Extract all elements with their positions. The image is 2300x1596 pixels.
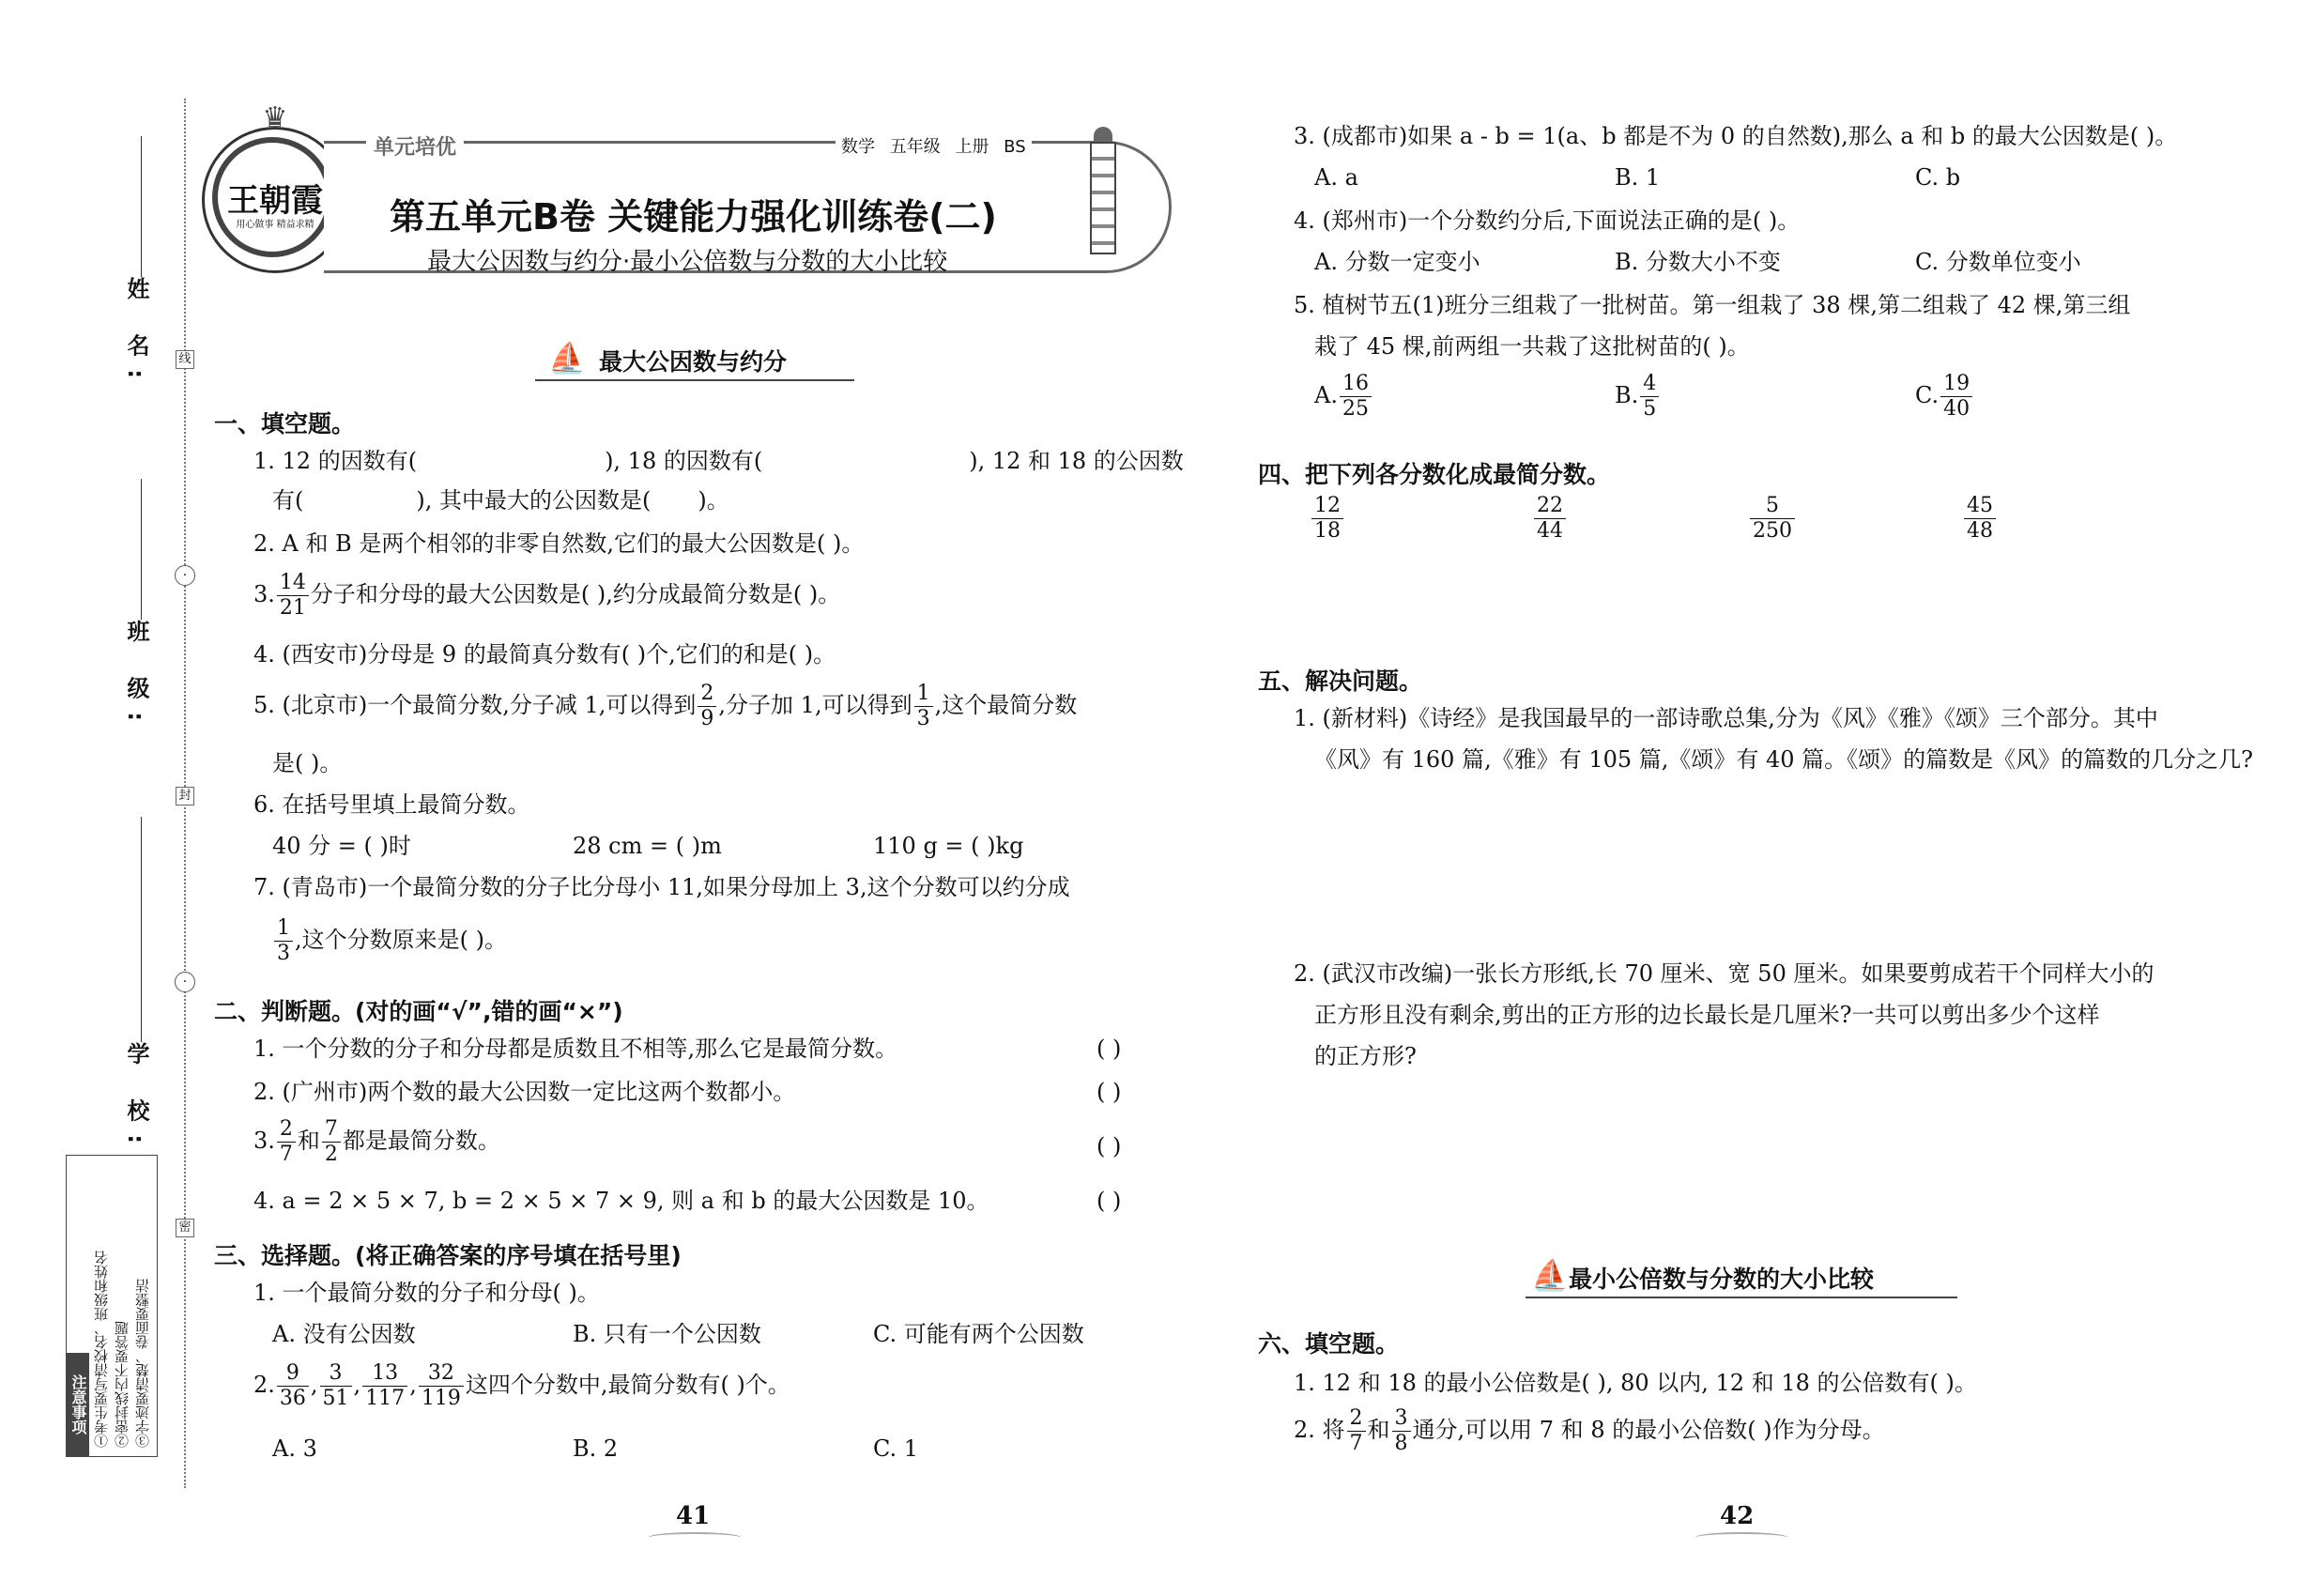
fraction: $\frac{3}{8}$: [1392, 1408, 1411, 1454]
choice-question-5-line-1: 5. 植树节五(1)班分三组栽了一批树苗。第一组栽了 38 棵,第二组栽了 42 棵,第三组: [1294, 292, 2131, 318]
sailboat-icon: ⛵: [1531, 1257, 1569, 1293]
note-item: ③字迹要清楚、卷面要整洁: [134, 1279, 151, 1448]
choice-option[interactable]: B. 只有一个公因数: [573, 1321, 761, 1347]
choice-option[interactable]: C. b: [1915, 164, 1961, 191]
page-subtitle: 最大公因数与约分·最小公倍数与分数的大小比较: [427, 248, 948, 276]
problem-2-line-3: 的正方形?: [1314, 1043, 1417, 1069]
simplify-fraction: $\frac{5}{250}$: [1748, 496, 1797, 542]
tf-answer-2[interactable]: ( ): [1096, 1079, 1122, 1105]
binding-hole-icon: ·: [175, 565, 195, 586]
question-7-line-1: 7. (青岛市)一个最简分数的分子比分母小 11,如果分母加上 3,这个分数可以约分成: [253, 874, 1070, 900]
choice-option[interactable]: B. 2: [573, 1435, 619, 1462]
choice-question-5-line-2: 栽了 45 棵,前两组一共栽了这批树苗的( )。: [1314, 333, 1750, 360]
question-6: 6. 在括号里填上最简分数。: [253, 791, 530, 818]
tf-question-3: 3. $\frac{2}{7}$ 和 $\frac{7}{2}$ 都是最简分数。: [253, 1117, 500, 1166]
choice-option[interactable]: B. 1: [1615, 164, 1661, 191]
choice-option[interactable]: B. $\frac{4}{5}$: [1615, 374, 1661, 420]
simplify-fraction: $\frac{12}{18}$: [1310, 496, 1345, 542]
fraction: $\frac{1}{3}$: [914, 683, 933, 729]
question-2: 2. A 和 B 是两个相邻的非零自然数,它们的最大公因数是( )。: [253, 530, 865, 557]
question-7-line-2: $\frac{1}{3}$ ,这个分数原来是( )。: [272, 918, 507, 964]
school-label: 学 校:: [123, 1042, 149, 1157]
fraction: $\frac{2}{7}$: [1347, 1408, 1366, 1454]
binding-hole-icon: ·: [175, 972, 195, 992]
choice-option[interactable]: A. a: [1314, 164, 1358, 191]
fraction: $\frac{3}{51}$: [320, 1363, 352, 1409]
fill-question-1: 1. 12 和 18 的最小公倍数是( ), 80 以内, 12 和 18 的公倍数有( )。: [1294, 1370, 1977, 1396]
question-6b: 28 cm = ( )m: [573, 833, 722, 859]
name-label: 姓 名:: [123, 277, 149, 391]
choice-question-2: 2. $\frac{9}{36}$ , $\frac{3}{51}$ , $\frac{13}{117}$ , $\frac{32}{119}$ 这四个分数中,最简分数有( )个。: [253, 1361, 790, 1410]
seal-mark-seal: 封: [176, 787, 194, 806]
tf-answer-3[interactable]: ( ): [1096, 1133, 1122, 1159]
fraction: $\frac{2}{9}$: [698, 683, 716, 729]
brand-tagline: 用心做事 精益求精: [236, 220, 314, 230]
fill-blank-heading-2: 六、填空题。: [1258, 1330, 1400, 1358]
choice-question-4: 4. (郑州市)一个分数约分后,下面说法正确的是( )。: [1294, 207, 1801, 234]
question-6c: 110 g = ( )kg: [873, 833, 1024, 859]
choice-option[interactable]: C. 分数单位变小: [1915, 249, 2081, 275]
brand-name: 王朝霞: [227, 182, 323, 220]
series-label: 单元培优: [366, 131, 464, 161]
fill-question-2: 2. 将 $\frac{2}{7}$ 和 $\frac{3}{8}$ 通分,可以用 7 和 8 的最小公倍数( )作为分母。: [1294, 1406, 1885, 1455]
choice-heading: 三、选择题。(将正确答案的序号填在括号里): [214, 1242, 682, 1269]
brand-crown-icon: ♛: [262, 101, 288, 134]
choice-option[interactable]: C. 1: [873, 1435, 919, 1462]
choice-option[interactable]: C. 可能有两个公因数: [873, 1321, 1084, 1347]
problem-1-line-1: 1. (新材料)《诗经》是我国最早的一部诗歌总集,分为《风》《雅》《颂》三个部分。其中: [1294, 705, 2158, 731]
question-5-line-1: 5. (北京市)一个最简分数,分子减 1,可以得到 $\frac{2}{9}$ ,分子加 1,可以得到 $\frac{1}{3}$ ,这个最简分数: [253, 682, 1078, 730]
class-label: 班 级:: [123, 620, 149, 734]
fraction: $\frac{9}{36}$: [277, 1363, 309, 1409]
fraction: $\frac{1}{3}$: [274, 918, 293, 964]
fill-blank-heading: 一、填空题。: [214, 410, 356, 437]
tf-question-2: 2. (广州市)两个数的最大公因数一定比这两个数都小。: [253, 1079, 796, 1105]
tf-answer-1[interactable]: ( ): [1096, 1036, 1122, 1062]
question-1-line-1: 1. 12 的因数有( ), 18 的因数有( ), 12 和 18 的公因数: [253, 448, 1184, 474]
choice-option[interactable]: A. 没有公因数: [272, 1321, 416, 1347]
question-4: 4. (西安市)分母是 9 的最简真分数有( )个,它们的和是( )。: [253, 641, 836, 668]
choice-option[interactable]: B. 分数大小不变: [1615, 249, 1781, 275]
notes-list: [91, 1161, 153, 1448]
choice-option[interactable]: A. 分数一定变小: [1314, 249, 1480, 275]
note-item: ①考生要写清校名、班级和姓名: [93, 1251, 110, 1448]
tf-question-4: 4. a = 2 × 5 × 7, b = 2 × 5 × 7 × 9, 则 a 和 b 的最大公因数是 10。: [253, 1188, 989, 1214]
fraction: $\frac{19}{40}$: [1940, 374, 1972, 420]
section-banner-right: [1526, 1253, 1957, 1298]
problem-2-line-2: 正方形且没有剩余,剪出的正方形的边长最长是几厘米?一共可以剪出多少个这样: [1314, 1002, 2100, 1028]
fraction: $\frac{4}{5}$: [1640, 374, 1659, 420]
fraction: $\frac{16}{25}$: [1340, 374, 1372, 420]
problem-1-line-2: 《风》有 160 篇,《雅》有 105 篇,《颂》有 40 篇。《颂》的篇数是《风》的篇数的几分之几?: [1314, 746, 2254, 773]
choice-option[interactable]: C. $\frac{19}{40}$: [1915, 374, 1974, 420]
notes-box: [66, 1155, 158, 1457]
question-3: 3. $\frac{14}{21}$ 分子和分母的最大公因数是( ),约分成最简分数是( )。: [253, 571, 841, 620]
fraction: $\frac{13}{117}$: [362, 1363, 407, 1409]
simplify-fraction: $\frac{45}{48}$: [1962, 496, 1998, 542]
section-title: 最小公倍数与分数的大小比较: [1569, 1266, 1875, 1293]
question-6a: 40 分 = ( )时: [272, 833, 411, 859]
page-title: 第五单元B卷 关键能力强化训练卷(二): [390, 196, 997, 238]
page-number-right: 42: [1720, 1502, 1755, 1530]
simplify-heading: 四、把下列各分数化成最简分数。: [1258, 461, 1611, 488]
class-field[interactable]: [141, 479, 142, 620]
school-field[interactable]: [141, 817, 142, 1042]
question-5-line-2: 是( )。: [272, 750, 343, 776]
sailboat-icon: ⛵: [548, 340, 586, 376]
tf-question-1: 1. 一个分数的分子和分母都是质数且不相等,那么它是最简分数。: [253, 1036, 898, 1062]
page-number-left: 41: [676, 1502, 711, 1530]
section-title: 最大公因数与约分: [599, 348, 788, 376]
name-field[interactable]: [141, 136, 142, 277]
simplify-fraction: $\frac{22}{44}$: [1532, 496, 1568, 542]
problem-2-line-1: 2. (武汉市改编)一张长方形纸,长 70 厘米、宽 50 厘米。如果要剪成若干个同样大小的: [1294, 960, 2154, 987]
page-ornament: [648, 1532, 742, 1543]
fraction: $\frac{2}{7}$: [277, 1119, 296, 1165]
choice-question-1: 1. 一个最简分数的分子和分母( )。: [253, 1280, 600, 1306]
seal-mark-line: 线: [176, 350, 194, 369]
seal-mark-secret: 密: [176, 1219, 194, 1237]
grade-meta: 数学 五年级 上册 BS: [836, 133, 1032, 158]
binding-sidebar: [0, 0, 192, 1596]
problem-solving-heading: 五、解决问题。: [1258, 668, 1423, 695]
fraction: $\frac{32}{119}$: [419, 1363, 464, 1409]
true-false-heading: 二、判断题。(对的画“√”,错的画“×”): [214, 998, 623, 1025]
choice-option[interactable]: A. 3: [272, 1435, 317, 1462]
choice-option[interactable]: A. $\frac{16}{25}$: [1314, 374, 1373, 420]
question-1-line-2: 有( ), 其中最大的公因数是( )。: [272, 487, 729, 514]
choice-question-3: 3. (成都市)如果 a - b = 1(a、b 都是不为 0 的自然数),那么 a 和 b 的最大公因数是( )。: [1294, 123, 2178, 149]
tf-answer-4[interactable]: ( ): [1096, 1188, 1122, 1214]
notes-title: 注意事项: [67, 1353, 89, 1456]
fraction: $\frac{7}{2}$: [322, 1119, 341, 1165]
page-ornament: [1694, 1532, 1788, 1543]
lighthouse-icon: [1084, 127, 1122, 258]
section-banner-left: [535, 336, 854, 381]
fraction: $\frac{14}{21}$: [277, 573, 309, 619]
note-item: ②密封线内不要答题: [114, 1321, 130, 1448]
